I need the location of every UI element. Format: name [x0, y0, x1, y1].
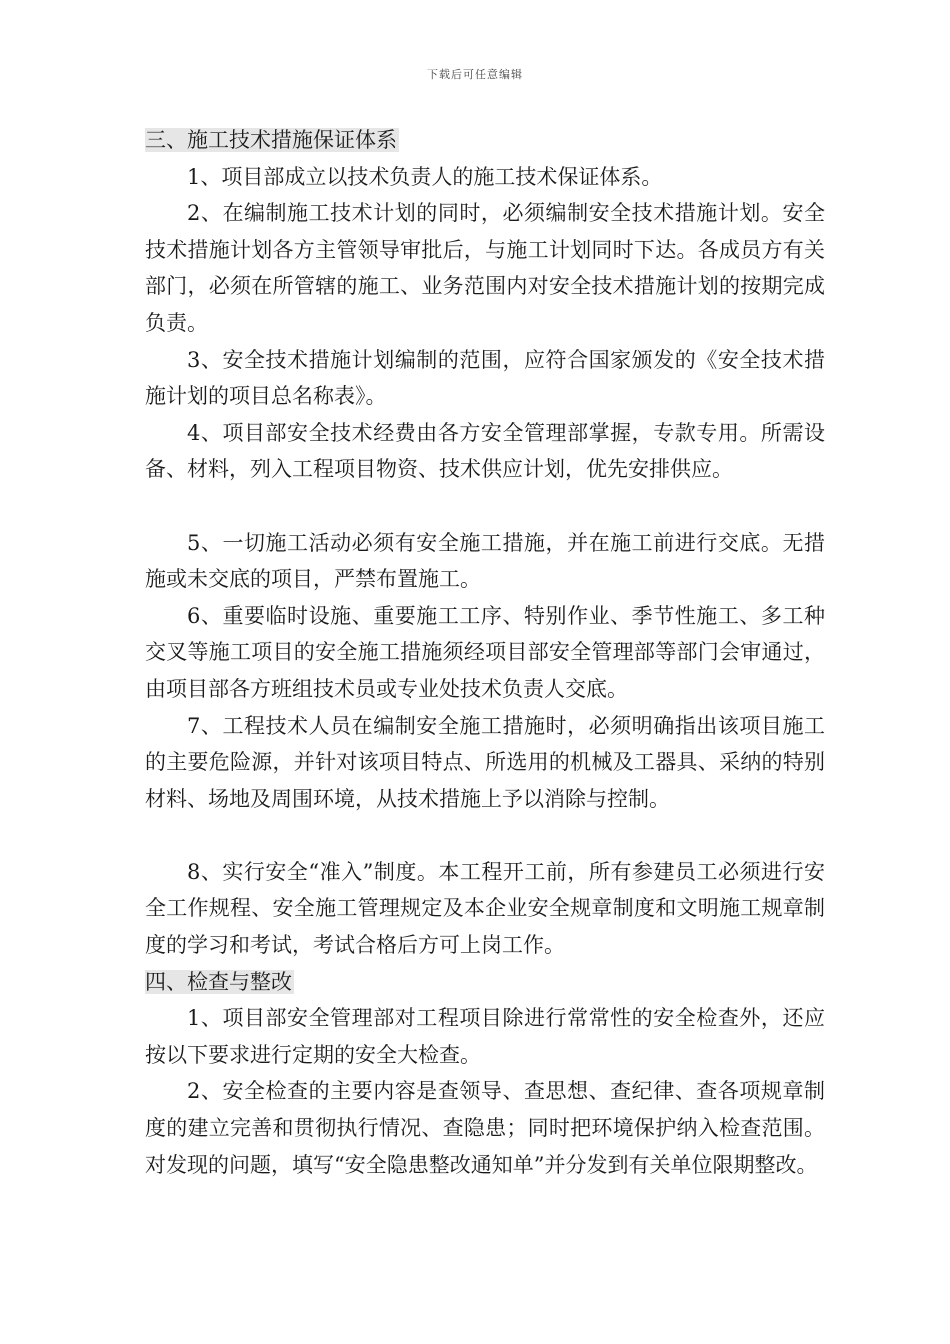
page-header-note: 下载后可任意编辑 [427, 68, 523, 81]
section3-item-8: 8、实行安全“准入”制度。本工程开工前，所有参建员工必须进行安全工作规程、安全施工管理规定及本企业安全规章制度和文明施工规章制度的学习和考试，考试合格后方可上岗工作。 [145, 859, 825, 958]
section-heading-4 [145, 964, 825, 1001]
section3-item-3: 3、安全技术措施计划编制的范围，应符合国家颁发的《安全技术措施计划的项目总名称表》。 [145, 347, 825, 409]
section3-item-6: 6、重要临时设施、重要施工工序、特别作业、季节性施工、多工种交叉等施工项目的安全施工措施须经项目部安全管理部等部门会审通过，由项目部各方班组技术员或专业处技术负责人交底。 [145, 603, 825, 701]
section-heading-3 [145, 122, 825, 159]
section4-item-2: 2、安全检查的主要内容是查领导、查思想、查纪律、查各项规章制度的建立完善和贯彻执行情况、查隐患；同时把环境保护纳入检查范围。对发现的问题，填写“安全隐患整改通知单”并分发到有关单位限期整改。 [145, 1079, 825, 1177]
section3-item-2: 2、在编制施工技术计划的同时，必须编制安全技术措施计划。安全技术措施计划各方主管领导审批后，与施工计划同时下达。各成员方有关部门，必须在所管辖的施工、业务范围内对安全技术措施计划的按期完成负责。 [145, 201, 825, 335]
section3-item-7: 7、工程技术人员在编制安全施工措施时，必须明确指出该项目施工的主要危险源，并针对该项目特点、所选用的机械及工器具、采纳的特别材料、场地及周围环境，从技术措施上予以消除与控制。 [145, 713, 825, 811]
section-heading-4-text: 四、检查与整改 [145, 969, 292, 994]
section3-item-1: 1、项目部成立以技术负责人的施工技术保证体系。 [187, 164, 663, 189]
paragraph-gap [145, 817, 825, 854]
section3-item-5: 5、一切施工活动必须有安全施工措施，并在施工前进行交底。无措施或未交底的项目，严禁布置施工。 [145, 530, 825, 592]
section3-item-4: 4、项目部安全技术经费由各方安全管理部掌握，专款专用。所需设备、材料，列入工程项目物资、技术供应计划，优先安排供应。 [145, 420, 825, 482]
document-body [145, 122, 825, 1183]
paragraph-gap [145, 488, 825, 525]
section4-item-1: 1、项目部安全管理部对工程项目除进行常常性的安全检查外，还应按以下要求进行定期的安全大检查。 [145, 1006, 825, 1067]
section-heading-3-text: 三、施工技术措施保证体系 [145, 128, 397, 152]
